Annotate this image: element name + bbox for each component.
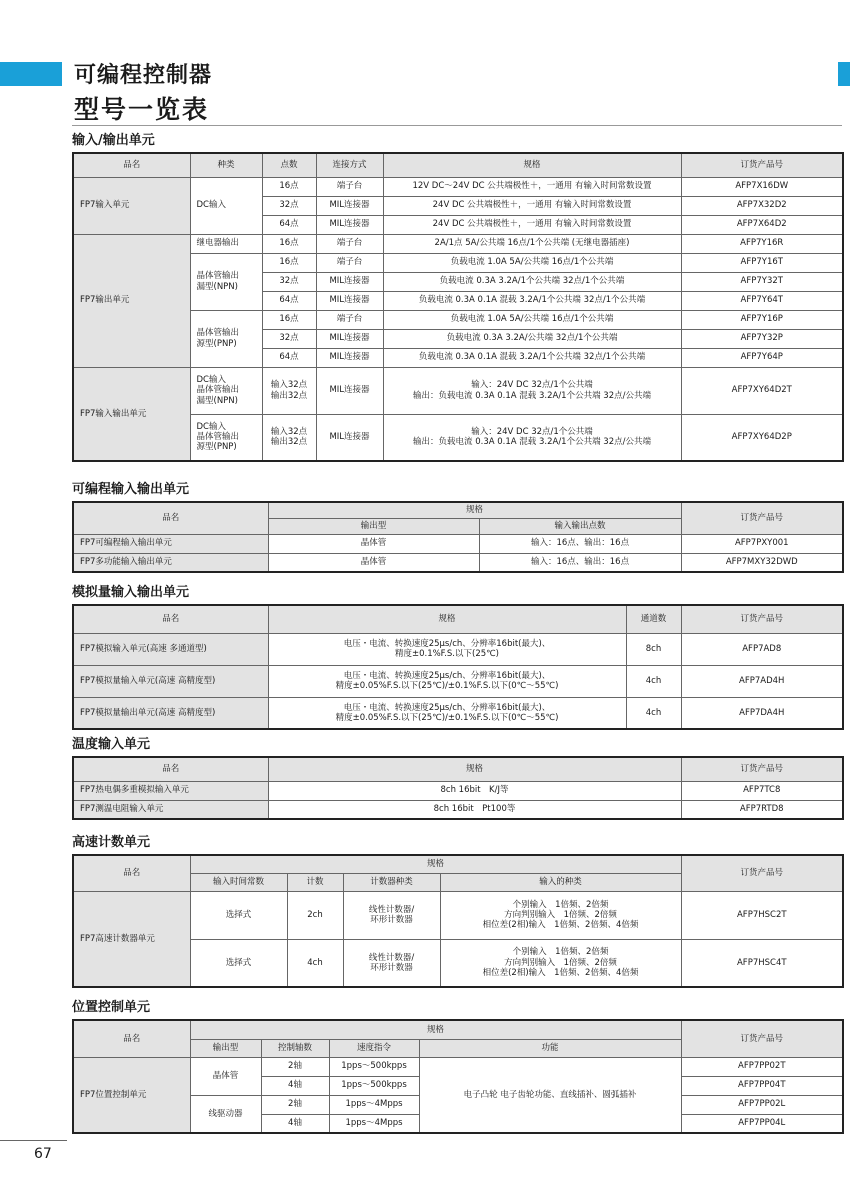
kind-cell: 晶体管输出 漏型(NPN)	[190, 253, 262, 310]
product-name-cell: FP7可编程输入输出单元	[73, 534, 268, 553]
connection-cell: 端子台	[316, 310, 383, 329]
header-cell: 规格	[190, 855, 681, 873]
order-number-cell: AFP7TC8	[681, 781, 843, 800]
product-name-cell: FP7输入输出单元	[73, 367, 190, 461]
spec-cell: 24V DC 公共端极性＋，一通用 有输入时间常数设置	[383, 215, 681, 234]
pos-section	[72, 1000, 842, 1134]
section-title: 位置控制单元	[72, 1000, 151, 1015]
header-cell: 品名	[73, 855, 190, 891]
header-row	[73, 757, 843, 781]
product-name-cell: FP7模拟输入单元(高速 多通道型)	[73, 633, 268, 665]
channels-cell: 4ch	[626, 665, 681, 697]
table-row	[73, 665, 843, 697]
order-number-cell: AFP7XY64D2T	[681, 367, 843, 414]
header-cell: 计数器种类	[343, 873, 440, 891]
connection-cell: MIL连接器	[316, 215, 383, 234]
edge-accent-bar	[838, 62, 850, 86]
section-title: 模拟量输入输出单元	[72, 585, 190, 600]
kind-cell: DC输入 晶体管输出 漏型(NPN)	[190, 367, 262, 414]
axes-cell: 2轴	[261, 1095, 329, 1114]
spec-cell: 2A/1点 5A/公共端 16点/1个公共端 (无继电器插座)	[383, 234, 681, 253]
connection-cell: MIL连接器	[316, 348, 383, 367]
spec-cell: 电压・电流、转换速度25μs/ch、分辨率16bit(最大)、 精度±0.1%F.S.以下(25℃)	[268, 633, 626, 665]
page-subtitle: 型号一览表	[74, 95, 210, 124]
header-cell: 功能	[419, 1039, 681, 1057]
function-cell: 电子凸轮 电子齿轮功能、直线插补、圆弧插补	[419, 1057, 681, 1133]
hsc-table	[72, 854, 844, 988]
header-cell: 规格	[268, 605, 626, 633]
order-number-cell: AFP7PP02T	[681, 1057, 843, 1076]
header-cell: 规格	[190, 1020, 681, 1039]
hsc-section	[72, 835, 842, 988]
spec-cell: 24V DC 公共端极性＋，一通用 有输入时间常数设置	[383, 196, 681, 215]
order-number-cell: AFP7DA4H	[681, 697, 843, 729]
header-cell: 通道数	[626, 605, 681, 633]
table-row	[73, 633, 843, 665]
product-name-cell: FP7多功能输入输出单元	[73, 553, 268, 572]
spec-cell: 输入：24V DC 32点/1个公共端 输出：负载电流 0.3A 0.1A 混载 3.2A/1个公共端 32点/公共端	[383, 414, 681, 461]
axes-cell: 4轴	[261, 1114, 329, 1133]
page-number: 67	[34, 1146, 52, 1162]
order-number-cell: AFP7AD8	[681, 633, 843, 665]
temp-table	[72, 756, 844, 820]
spec-cell: 负载电流 0.3A 0.1A 混载 3.2A/1个公共端 32点/1个公共端	[383, 348, 681, 367]
product-name-cell: FP7位置控制单元	[73, 1057, 190, 1133]
connection-cell: 端子台	[316, 253, 383, 272]
product-name-cell: FP7测温电阻输入单元	[73, 800, 268, 819]
order-number-cell: AFP7PP04T	[681, 1076, 843, 1095]
speed-cell: 1pps～500kpps	[329, 1076, 419, 1095]
product-name-cell: FP7输出单元	[73, 234, 190, 367]
spec-cell: 负载电流 0.3A 3.2A/公共端 32点/1个公共端	[383, 329, 681, 348]
points-cell: 32点	[262, 329, 316, 348]
speed-cell: 1pps～4Mpps	[329, 1095, 419, 1114]
io-units-section	[72, 133, 842, 462]
product-name-cell: FP7热电偶多重模拟输入单元	[73, 781, 268, 800]
points-cell: 输入：16点、输出：16点	[479, 553, 681, 572]
spec-cell: 8ch 16bit K/J等	[268, 781, 681, 800]
counter-type-cell: 线性计数器/ 环形计数器	[343, 891, 440, 939]
axes-cell: 2轴	[261, 1057, 329, 1076]
time-constant-cell: 选择式	[190, 891, 287, 939]
points-cell: 输入：16点、输出：16点	[479, 534, 681, 553]
analog-section	[72, 585, 842, 730]
spec-cell: 12V DC～24V DC 公共端极性＋，一通用 有输入时间常数设置	[383, 177, 681, 196]
time-constant-cell: 选择式	[190, 939, 287, 987]
temp-section	[72, 737, 842, 820]
header-cell: 点数	[262, 153, 316, 177]
header-cell: 订货产品号	[681, 502, 843, 534]
order-number-cell: AFP7XY64D2P	[681, 414, 843, 461]
section-title: 温度输入单元	[72, 737, 151, 752]
connection-cell: MIL连接器	[316, 196, 383, 215]
points-cell: 输入32点 输出32点	[262, 367, 316, 414]
order-number-cell: AFP7X64D2	[681, 215, 843, 234]
order-number-cell: AFP7Y32P	[681, 329, 843, 348]
kind-cell: DC输入 晶体管输出 源型(PNP)	[190, 414, 262, 461]
table-row	[73, 697, 843, 729]
order-number-cell: AFP7MXY32DWD	[681, 553, 843, 572]
points-cell: 16点	[262, 253, 316, 272]
product-name-cell: FP7输入单元	[73, 177, 190, 234]
header-cell: 规格	[383, 153, 681, 177]
order-number-cell: AFP7HSC2T	[681, 891, 843, 939]
product-name-cell: FP7高速计数器单元	[73, 891, 190, 987]
table-row	[73, 234, 843, 253]
order-number-cell: AFP7Y32T	[681, 272, 843, 291]
spec-cell: 8ch 16bit Pt100等	[268, 800, 681, 819]
points-cell: 16点	[262, 234, 316, 253]
output-type-cell: 晶体管	[268, 534, 479, 553]
table-row	[73, 367, 843, 414]
header-cell: 品名	[73, 153, 190, 177]
points-cell: 输入32点 输出32点	[262, 414, 316, 461]
axes-cell: 4轴	[261, 1076, 329, 1095]
points-cell: 32点	[262, 196, 316, 215]
header-row	[73, 502, 843, 518]
product-name-cell: FP7模拟量输出单元(高速 高精度型)	[73, 697, 268, 729]
header-cell: 规格	[268, 502, 681, 518]
speed-cell: 1pps～4Mpps	[329, 1114, 419, 1133]
header-cell: 输出型	[268, 518, 479, 534]
order-number-cell: AFP7AD4H	[681, 665, 843, 697]
table-row	[73, 1057, 843, 1076]
pos-table	[72, 1019, 844, 1134]
header-cell: 品名	[73, 502, 268, 534]
section-title: 高速计数单元	[72, 835, 151, 850]
order-number-cell: AFP7X16DW	[681, 177, 843, 196]
title-divider	[72, 125, 842, 126]
header-row	[73, 605, 843, 633]
io-units-table	[72, 152, 844, 462]
header-cell: 订货产品号	[681, 153, 843, 177]
header-cell: 品名	[73, 1020, 190, 1057]
output-type-cell: 晶体管	[190, 1057, 261, 1095]
connection-cell: MIL连接器	[316, 272, 383, 291]
order-number-cell: AFP7Y16T	[681, 253, 843, 272]
spec-cell: 负载电流 1.0A 5A/公共端 16点/1个公共端	[383, 310, 681, 329]
table-row	[73, 534, 843, 553]
points-cell: 16点	[262, 310, 316, 329]
header-row	[73, 153, 843, 177]
input-kind-cell: 个别输入 1倍频、2倍频 方向判别输入 1倍频、2倍频 相位差(2相)输入 1倍频、2倍频、4倍频	[440, 891, 681, 939]
speed-cell: 1pps～500kpps	[329, 1057, 419, 1076]
order-number-cell: AFP7RTD8	[681, 800, 843, 819]
kind-cell: DC输入	[190, 177, 262, 234]
header-cell: 控制轴数	[261, 1039, 329, 1057]
header-cell: 订货产品号	[681, 855, 843, 891]
order-number-cell: AFP7X32D2	[681, 196, 843, 215]
header-cell: 输出型	[190, 1039, 261, 1057]
header-cell: 速度指令	[329, 1039, 419, 1057]
counter-type-cell: 线性计数器/ 环形计数器	[343, 939, 440, 987]
points-cell: 64点	[262, 215, 316, 234]
header-cell: 输入时间常数	[190, 873, 287, 891]
connection-cell: 端子台	[316, 177, 383, 196]
analog-table	[72, 604, 844, 730]
connection-cell: MIL连接器	[316, 291, 383, 310]
order-number-cell: AFP7Y16P	[681, 310, 843, 329]
table-row	[73, 553, 843, 572]
header-cell: 输入的种类	[440, 873, 681, 891]
spec-cell: 电压・电流、转换速度25μs/ch、分辨率16bit(最大)、 精度±0.05%F.S.以下(25℃)/±0.1%F.S.以下(0℃～55℃)	[268, 697, 626, 729]
header-cell: 连接方式	[316, 153, 383, 177]
order-number-cell: AFP7Y64P	[681, 348, 843, 367]
order-number-cell: AFP7PXY001	[681, 534, 843, 553]
kind-cell: 晶体管输出 源型(PNP)	[190, 310, 262, 367]
table-row	[73, 781, 843, 800]
table-row	[73, 891, 843, 939]
section-title: 可编程输入输出单元	[72, 482, 190, 497]
header-cell: 订货产品号	[681, 1020, 843, 1057]
kind-cell: 继电器输出	[190, 234, 262, 253]
title-accent-bar	[0, 62, 62, 86]
connection-cell: MIL连接器	[316, 329, 383, 348]
product-name-cell: FP7模拟量输入单元(高速 高精度型)	[73, 665, 268, 697]
points-cell: 32点	[262, 272, 316, 291]
order-number-cell: AFP7HSC4T	[681, 939, 843, 987]
count-cell: 4ch	[287, 939, 343, 987]
channels-cell: 8ch	[626, 633, 681, 665]
input-kind-cell: 个别输入 1倍频、2倍频 方向判别输入 1倍频、2倍频 相位差(2相)输入 1倍频、2倍频、4倍频	[440, 939, 681, 987]
order-number-cell: AFP7Y64T	[681, 291, 843, 310]
order-number-cell: AFP7Y16R	[681, 234, 843, 253]
spec-cell: 负载电流 1.0A 5A/公共端 16点/1个公共端	[383, 253, 681, 272]
connection-cell: MIL连接器	[316, 414, 383, 461]
count-cell: 2ch	[287, 891, 343, 939]
table-row	[73, 800, 843, 819]
connection-cell: MIL连接器	[316, 367, 383, 414]
output-type-cell: 晶体管	[268, 553, 479, 572]
header-row	[73, 1020, 843, 1039]
header-cell: 种类	[190, 153, 262, 177]
points-cell: 64点	[262, 291, 316, 310]
page-title: 可编程控制器	[74, 63, 213, 88]
header-cell: 规格	[268, 757, 681, 781]
header-cell: 输入输出点数	[479, 518, 681, 534]
spec-cell: 负载电流 0.3A 3.2A/1个公共端 32点/1个公共端	[383, 272, 681, 291]
connection-cell: 端子台	[316, 234, 383, 253]
page-number-rule	[0, 1140, 67, 1141]
order-number-cell: AFP7PP04L	[681, 1114, 843, 1133]
spec-cell: 输入：24V DC 32点/1个公共端 输出：负载电流 0.3A 0.1A 混载 3.2A/1个公共端 32点/公共端	[383, 367, 681, 414]
header-row	[73, 855, 843, 873]
header-cell: 订货产品号	[681, 605, 843, 633]
header-cell: 品名	[73, 757, 268, 781]
channels-cell: 4ch	[626, 697, 681, 729]
output-type-cell: 线驱动器	[190, 1095, 261, 1133]
points-cell: 64点	[262, 348, 316, 367]
prog-io-table	[72, 501, 844, 573]
header-cell: 计数	[287, 873, 343, 891]
spec-cell: 电压・电流、转换速度25μs/ch、分辨率16bit(最大)、 精度±0.05%F.S.以下(25℃)/±0.1%F.S.以下(0℃～55℃)	[268, 665, 626, 697]
table-row	[73, 177, 843, 196]
header-cell: 品名	[73, 605, 268, 633]
prog-io-section	[72, 482, 842, 573]
header-cell: 订货产品号	[681, 757, 843, 781]
points-cell: 16点	[262, 177, 316, 196]
order-number-cell: AFP7PP02L	[681, 1095, 843, 1114]
spec-cell: 负载电流 0.3A 0.1A 混载 3.2A/1个公共端 32点/1个公共端	[383, 291, 681, 310]
section-title: 输入/输出单元	[72, 133, 155, 148]
